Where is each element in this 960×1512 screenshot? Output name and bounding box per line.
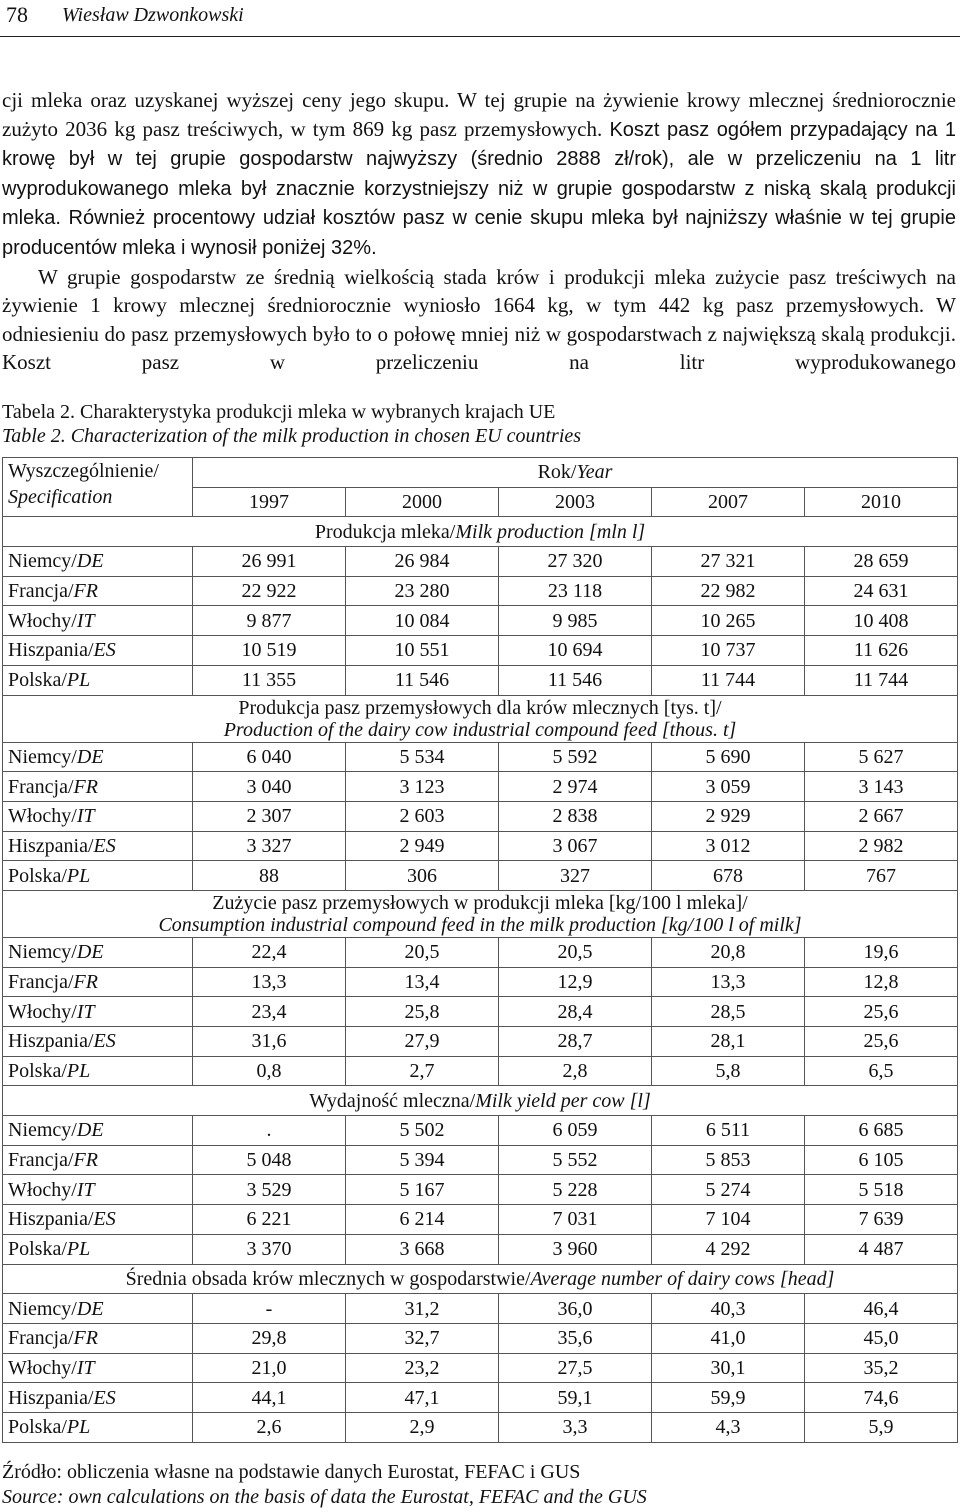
value-cell: 23,4 <box>193 997 346 1027</box>
country-label <box>3 861 193 891</box>
country-name-pl: Włochy/ <box>8 1356 77 1379</box>
spec-header-cell <box>3 458 193 517</box>
table-row <box>3 937 958 967</box>
value-cell: 9 985 <box>498 606 651 636</box>
value-cell: 28,5 <box>651 997 804 1027</box>
page-number: 78 <box>6 2 28 27</box>
value-cell: 2 307 <box>193 801 346 831</box>
table-row <box>3 606 958 636</box>
value-cell: 3 960 <box>498 1234 651 1264</box>
value-cell: 31,6 <box>193 1027 346 1057</box>
year-cell: 2010 <box>804 487 957 517</box>
value-cell: 13,4 <box>345 967 498 997</box>
country-code: FR <box>73 1149 98 1172</box>
paragraph-1-serif: cji mleka oraz uzyskanej wyższej ceny jego skupu. W tej grupie na żywienie krowy mlecznej średniorocznie zużyto 2036 kg pasz treściwych, w tym 869 kg pasz przemysłowych. <box>2 88 956 141</box>
spec-header-en: Specification <box>8 486 113 508</box>
country-name-pl: Włochy/ <box>8 1178 77 1201</box>
value-cell: 27 320 <box>498 547 651 577</box>
source-note-pl: Źródło: obliczenia własne na podstawie danych Eurostat, FEFAC i GUS <box>2 1461 581 1483</box>
country-label <box>3 665 193 695</box>
value-cell: 11 355 <box>193 665 346 695</box>
value-cell: 23,2 <box>345 1353 498 1383</box>
country-code: PL <box>66 1416 91 1439</box>
value-cell: 20,5 <box>345 937 498 967</box>
value-cell: 3,3 <box>498 1412 651 1442</box>
country-label <box>3 1056 193 1086</box>
running-head-author: Wiesław Dzwonkowski <box>62 4 244 26</box>
country-name-pl: Hiszpania/ <box>8 1208 94 1231</box>
value-cell: 26 984 <box>345 547 498 577</box>
country-code: PL <box>66 864 91 887</box>
value-cell: 35,6 <box>498 1323 651 1353</box>
value-cell: 28,7 <box>498 1027 651 1057</box>
country-code: PL <box>66 669 91 692</box>
country-label <box>3 576 193 606</box>
country-name-pl: Hiszpania/ <box>8 1386 94 1409</box>
value-cell: 27 321 <box>651 547 804 577</box>
value-cell: 25,6 <box>804 997 957 1027</box>
value-cell: 46,4 <box>804 1294 957 1324</box>
value-cell: 2 603 <box>345 801 498 831</box>
value-cell: 10 265 <box>651 606 804 636</box>
value-cell: 5,8 <box>651 1056 804 1086</box>
value-cell: - <box>193 1294 346 1324</box>
value-cell: 27,5 <box>498 1353 651 1383</box>
value-cell: 25,6 <box>804 1027 957 1057</box>
value-cell: 29,8 <box>193 1323 346 1353</box>
value-cell: 5 534 <box>345 742 498 772</box>
country-name-pl: Włochy/ <box>8 1000 77 1023</box>
table-row <box>3 576 958 606</box>
value-cell: 12,9 <box>498 967 651 997</box>
value-cell: 5 048 <box>193 1145 346 1175</box>
table-row <box>3 997 958 1027</box>
country-label <box>3 1412 193 1442</box>
value-cell: 30,1 <box>651 1353 804 1383</box>
value-cell: 3 370 <box>193 1234 346 1264</box>
value-cell: 20,5 <box>498 937 651 967</box>
value-cell: 2,6 <box>193 1412 346 1442</box>
value-cell: 3 327 <box>193 831 346 861</box>
milk-production-table <box>2 457 958 1443</box>
country-name-pl: Niemcy/ <box>8 1297 77 1320</box>
table-row <box>3 1116 958 1146</box>
country-code: IT <box>76 1178 95 1201</box>
value-cell: 22,4 <box>193 937 346 967</box>
section-title <box>3 1264 958 1294</box>
table-row <box>3 547 958 577</box>
table-row <box>3 1323 958 1353</box>
page-header <box>0 0 960 37</box>
value-cell: 13,3 <box>651 967 804 997</box>
value-cell: 10 551 <box>345 636 498 666</box>
country-label <box>3 967 193 997</box>
value-cell: 2,9 <box>345 1412 498 1442</box>
country-name-pl: Francja/ <box>8 1149 74 1172</box>
country-code: ES <box>93 1030 116 1053</box>
year-cell: 2003 <box>498 487 651 517</box>
year-cell: 2000 <box>345 487 498 517</box>
section-title-pl: Wydajność mleczna/ <box>309 1089 476 1112</box>
country-code: IT <box>76 609 95 632</box>
country-label <box>3 547 193 577</box>
value-cell: 26 991 <box>193 547 346 577</box>
section-title-en: Milk yield per cow [l] <box>475 1089 651 1112</box>
section-title <box>3 517 958 547</box>
value-cell: 88 <box>193 861 346 891</box>
paragraph-2: W grupie gospodarstw ze średnią wielkością stada krów i produkcji mleka zużycie pasz treściwych na żywienie 1 krowy mlecznej średniorocznie wyniosło 1664 kg, w tym 442 kg pasz przemysłowych. W odniesieniu do pasz przemysłowych było to o połowę mniej niż w gospodarstwach z największą skalą produkcji. Koszt pasz w przeliczeniu na litr wyprodukowanego <box>2 264 956 375</box>
value-cell: 6 221 <box>193 1205 346 1235</box>
value-cell: 5 592 <box>498 742 651 772</box>
section-title-pl: Zużycie pasz przemysłowych w produkcji mleka [kg/100 l mleka]/ <box>212 891 748 914</box>
value-cell: 10 408 <box>804 606 957 636</box>
country-code: DE <box>76 745 104 768</box>
country-code: ES <box>93 1386 116 1409</box>
value-cell: 5 853 <box>651 1145 804 1175</box>
country-label <box>3 1383 193 1413</box>
table-row <box>3 831 958 861</box>
value-cell: 12,8 <box>804 967 957 997</box>
paragraph-1 <box>2 86 956 263</box>
value-cell: . <box>193 1116 346 1146</box>
section-header-row <box>3 1086 958 1116</box>
value-cell: 24 631 <box>804 576 957 606</box>
year-header-en: Year <box>576 461 613 484</box>
value-cell: 7 104 <box>651 1205 804 1235</box>
table-caption-pl: Tabela 2. Charakterystyka produkcji mleka w wybranych krajach UE <box>2 401 556 423</box>
country-label <box>3 742 193 772</box>
value-cell: 31,2 <box>345 1294 498 1324</box>
value-cell: 13,3 <box>193 967 346 997</box>
value-cell: 5 394 <box>345 1145 498 1175</box>
value-cell: 40,3 <box>651 1294 804 1324</box>
country-name-pl: Francja/ <box>8 1327 74 1350</box>
value-cell: 4 292 <box>651 1234 804 1264</box>
value-cell: 19,6 <box>804 937 957 967</box>
year-cell: 1997 <box>193 487 346 517</box>
country-code: IT <box>76 1000 95 1023</box>
source-note-en: Source: own calculations on the basis of data the Eurostat, FEFAC and the GUS <box>2 1486 647 1508</box>
country-label <box>3 772 193 802</box>
section-title <box>3 695 958 742</box>
country-label <box>3 1234 193 1264</box>
value-cell: 2 929 <box>651 801 804 831</box>
value-cell: 7 639 <box>804 1205 957 1235</box>
value-cell: 3 123 <box>345 772 498 802</box>
country-code: DE <box>76 550 104 573</box>
table-row <box>3 1294 958 1324</box>
value-cell: 0,8 <box>193 1056 346 1086</box>
country-name-pl: Polska/ <box>8 864 67 887</box>
table-row <box>3 1353 958 1383</box>
value-cell: 35,2 <box>804 1353 957 1383</box>
section-title <box>3 890 958 937</box>
country-label <box>3 1205 193 1235</box>
section-title-pl: Produkcja mleka/ <box>314 520 456 543</box>
value-cell: 3 668 <box>345 1234 498 1264</box>
value-cell: 5,9 <box>804 1412 957 1442</box>
table-caption-en: Table 2. Characterization of the milk production in chosen EU countries <box>2 425 582 447</box>
value-cell: 3 012 <box>651 831 804 861</box>
country-code: FR <box>73 1327 98 1350</box>
section-title-en: Production of the dairy cow industrial compound feed [thous. t] <box>223 718 737 741</box>
value-cell: 5 502 <box>345 1116 498 1146</box>
country-name-pl: Polska/ <box>8 1416 67 1439</box>
section-title-en: Milk production [mln l] <box>455 520 646 543</box>
country-name-pl: Francja/ <box>8 970 74 993</box>
value-cell: 2,8 <box>498 1056 651 1086</box>
table-row <box>3 861 958 891</box>
value-cell: 6 059 <box>498 1116 651 1146</box>
value-cell: 6 040 <box>193 742 346 772</box>
section-header-row <box>3 890 958 937</box>
value-cell: 4,3 <box>651 1412 804 1442</box>
table-row <box>3 1234 958 1264</box>
value-cell: 28,4 <box>498 997 651 1027</box>
table-row <box>3 801 958 831</box>
table-header-row <box>3 458 958 488</box>
country-name-pl: Włochy/ <box>8 805 77 828</box>
country-label <box>3 1116 193 1146</box>
country-name-pl: Polska/ <box>8 1238 67 1261</box>
country-label <box>3 831 193 861</box>
country-code: PL <box>66 1060 91 1083</box>
value-cell: 767 <box>804 861 957 891</box>
country-code: PL <box>66 1238 91 1261</box>
section-title-en: Average number of dairy cows [head] <box>530 1267 835 1290</box>
year-header-cell <box>193 458 958 488</box>
country-name-pl: Hiszpania/ <box>8 639 94 662</box>
year-header-pl: Rok/ <box>537 461 577 484</box>
country-label <box>3 1175 193 1205</box>
country-name-pl: Niemcy/ <box>8 941 77 964</box>
section-header-row <box>3 517 958 547</box>
table-row <box>3 1412 958 1442</box>
value-cell: 2 667 <box>804 801 957 831</box>
value-cell: 59,9 <box>651 1383 804 1413</box>
value-cell: 36,0 <box>498 1294 651 1324</box>
section-header-row <box>3 695 958 742</box>
value-cell: 47,1 <box>345 1383 498 1413</box>
table-row <box>3 1383 958 1413</box>
country-name-pl: Francja/ <box>8 580 74 603</box>
section-title-pl: Produkcja pasz przemysłowych dla krów mlecznych [tys. t]/ <box>238 696 722 719</box>
value-cell: 5 690 <box>651 742 804 772</box>
value-cell: 11 744 <box>651 665 804 695</box>
country-code: FR <box>73 775 98 798</box>
country-name-pl: Niemcy/ <box>8 550 77 573</box>
value-cell: 20,8 <box>651 937 804 967</box>
value-cell: 11 546 <box>498 665 651 695</box>
value-cell: 3 529 <box>193 1175 346 1205</box>
value-cell: 5 518 <box>804 1175 957 1205</box>
value-cell: 6 685 <box>804 1116 957 1146</box>
value-cell: 10 519 <box>193 636 346 666</box>
body-text <box>2 86 956 377</box>
value-cell: 74,6 <box>804 1383 957 1413</box>
value-cell: 2 982 <box>804 831 957 861</box>
country-code: ES <box>93 1208 116 1231</box>
value-cell: 327 <box>498 861 651 891</box>
value-cell: 11 546 <box>345 665 498 695</box>
value-cell: 2 949 <box>345 831 498 861</box>
table-row <box>3 772 958 802</box>
country-label <box>3 997 193 1027</box>
value-cell: 44,1 <box>193 1383 346 1413</box>
value-cell: 6,5 <box>804 1056 957 1086</box>
value-cell: 5 167 <box>345 1175 498 1205</box>
country-name-pl: Niemcy/ <box>8 745 77 768</box>
country-label <box>3 606 193 636</box>
country-code: FR <box>73 580 98 603</box>
value-cell: 3 059 <box>651 772 804 802</box>
country-label <box>3 1145 193 1175</box>
country-code: IT <box>76 1356 95 1379</box>
country-code: ES <box>93 639 116 662</box>
value-cell: 5 627 <box>804 742 957 772</box>
table-row <box>3 967 958 997</box>
value-cell: 22 982 <box>651 576 804 606</box>
value-cell: 22 922 <box>193 576 346 606</box>
value-cell: 41,0 <box>651 1323 804 1353</box>
value-cell: 306 <box>345 861 498 891</box>
country-label <box>3 1027 193 1057</box>
value-cell: 3 040 <box>193 772 346 802</box>
year-cell: 2007 <box>651 487 804 517</box>
country-code: DE <box>76 941 104 964</box>
table-row <box>3 742 958 772</box>
country-code: IT <box>76 805 95 828</box>
table-row <box>3 1205 958 1235</box>
country-name-pl: Hiszpania/ <box>8 834 94 857</box>
section-title-en: Consumption industrial compound feed in the milk production [kg/100 l of milk] <box>158 913 802 936</box>
country-label <box>3 937 193 967</box>
section-header-row <box>3 1264 958 1294</box>
value-cell: 5 228 <box>498 1175 651 1205</box>
country-name-pl: Polska/ <box>8 669 67 692</box>
value-cell: 678 <box>651 861 804 891</box>
value-cell: 27,9 <box>345 1027 498 1057</box>
value-cell: 2 838 <box>498 801 651 831</box>
value-cell: 23 280 <box>345 576 498 606</box>
value-cell: 10 737 <box>651 636 804 666</box>
value-cell: 32,7 <box>345 1323 498 1353</box>
table-row <box>3 1175 958 1205</box>
table-row <box>3 1056 958 1086</box>
value-cell: 28 659 <box>804 547 957 577</box>
value-cell: 3 067 <box>498 831 651 861</box>
value-cell: 4 487 <box>804 1234 957 1264</box>
value-cell: 7 031 <box>498 1205 651 1235</box>
value-cell: 11 626 <box>804 636 957 666</box>
country-code: DE <box>76 1297 104 1320</box>
value-cell: 28,1 <box>651 1027 804 1057</box>
value-cell: 23 118 <box>498 576 651 606</box>
value-cell: 10 084 <box>345 606 498 636</box>
value-cell: 2 974 <box>498 772 651 802</box>
value-cell: 6 105 <box>804 1145 957 1175</box>
value-cell: 11 744 <box>804 665 957 695</box>
table-row <box>3 665 958 695</box>
paragraph-1-sans: Koszt pasz ogółem przypadający na 1 krowę był w tej grupie gospodarstw najwyższy (średnio 2888 zł/rok), ale w przeliczeniu na 1 litr wyprodukowanego mleka był znacznie korzystniejszy niż w grupie gospodarstw z niską skalą produkcji mleka. Również procentowy udział kosztów pasz w cenie skupu mleka był najniższy właśnie w tej grupie producentów mleka i wynosił poniżej 32%. <box>2 118 956 259</box>
value-cell: 59,1 <box>498 1383 651 1413</box>
value-cell: 5 552 <box>498 1145 651 1175</box>
value-cell: 5 274 <box>651 1175 804 1205</box>
country-label <box>3 636 193 666</box>
country-name-pl: Włochy/ <box>8 609 77 632</box>
country-name-pl: Francja/ <box>8 775 74 798</box>
country-name-pl: Polska/ <box>8 1060 67 1083</box>
country-code: DE <box>76 1119 104 1142</box>
table-row <box>3 1145 958 1175</box>
spec-header-pl: Wyszczególnienie/ <box>8 460 159 482</box>
section-title <box>3 1086 958 1116</box>
table-body <box>3 458 958 1443</box>
value-cell: 6 214 <box>345 1205 498 1235</box>
value-cell: 3 143 <box>804 772 957 802</box>
value-cell: 6 511 <box>651 1116 804 1146</box>
value-cell: 2,7 <box>345 1056 498 1086</box>
country-label <box>3 801 193 831</box>
value-cell: 10 694 <box>498 636 651 666</box>
table-row <box>3 636 958 666</box>
country-label <box>3 1294 193 1324</box>
value-cell: 25,8 <box>345 997 498 1027</box>
table-row <box>3 1027 958 1057</box>
country-code: FR <box>73 970 98 993</box>
value-cell: 21,0 <box>193 1353 346 1383</box>
country-label <box>3 1353 193 1383</box>
country-label <box>3 1323 193 1353</box>
value-cell: 45,0 <box>804 1323 957 1353</box>
country-name-pl: Hiszpania/ <box>8 1030 94 1053</box>
value-cell: 9 877 <box>193 606 346 636</box>
section-title-pl: Średnia obsada krów mlecznych w gospodarstwie/ <box>125 1267 531 1290</box>
country-code: ES <box>93 834 116 857</box>
country-name-pl: Niemcy/ <box>8 1119 77 1142</box>
